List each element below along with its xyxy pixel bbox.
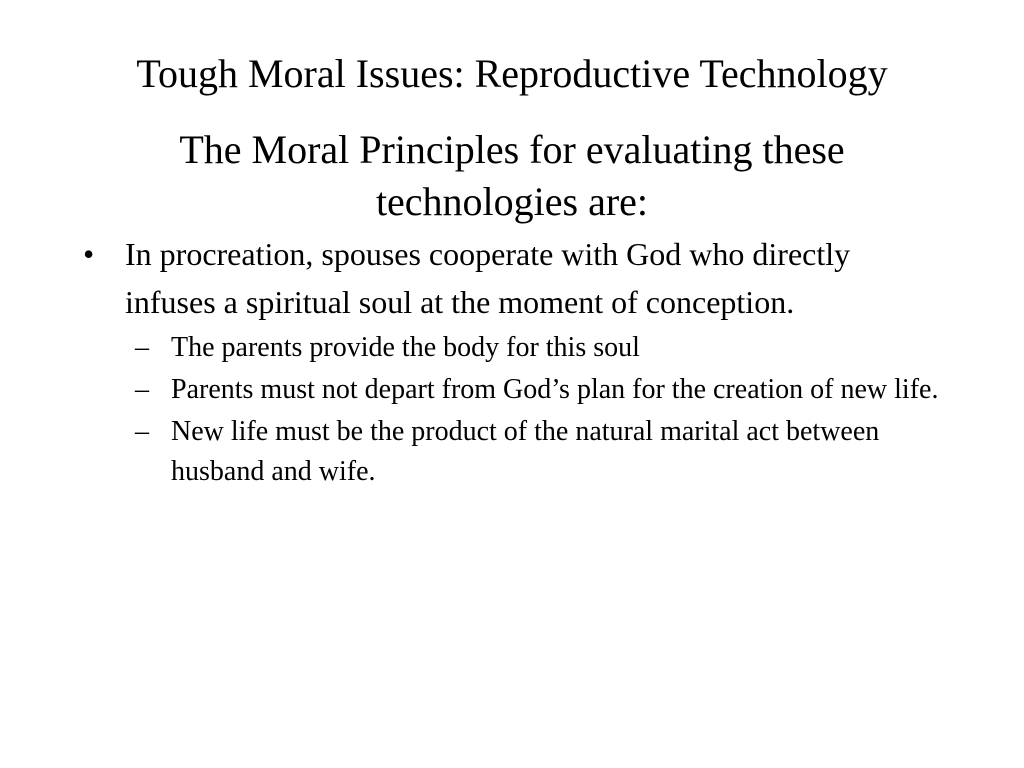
bullet-marker: • [83, 236, 95, 272]
subbullet-marker: – [135, 374, 149, 405]
subbullet-item [135, 370, 943, 410]
slide-title: Tough Moral Issues: Reproductive Technology [136, 51, 888, 96]
subbullet-text: Parents must not depart from God’s plan for the creation of new life. [171, 374, 939, 405]
subbullet-marker: – [135, 416, 149, 447]
main-bullet [83, 230, 943, 326]
slide-subtitle: The Moral Principles for evaluating these technologies are: [179, 127, 845, 224]
subbullet-text: New life must be the product of the natural marital act between husband and wife. [171, 416, 880, 487]
subbullet-item [135, 412, 943, 492]
main-bullet-text: In procreation, spouses cooperate with God who directly infuses a spiritual soul at the moment of conception. [125, 236, 851, 320]
subbullet-item [135, 328, 943, 368]
slide-body [83, 230, 943, 494]
subbullet-text: The parents provide the body for this soul [171, 332, 640, 363]
subbullet-marker: – [135, 332, 149, 363]
subbullet-list [83, 328, 943, 492]
